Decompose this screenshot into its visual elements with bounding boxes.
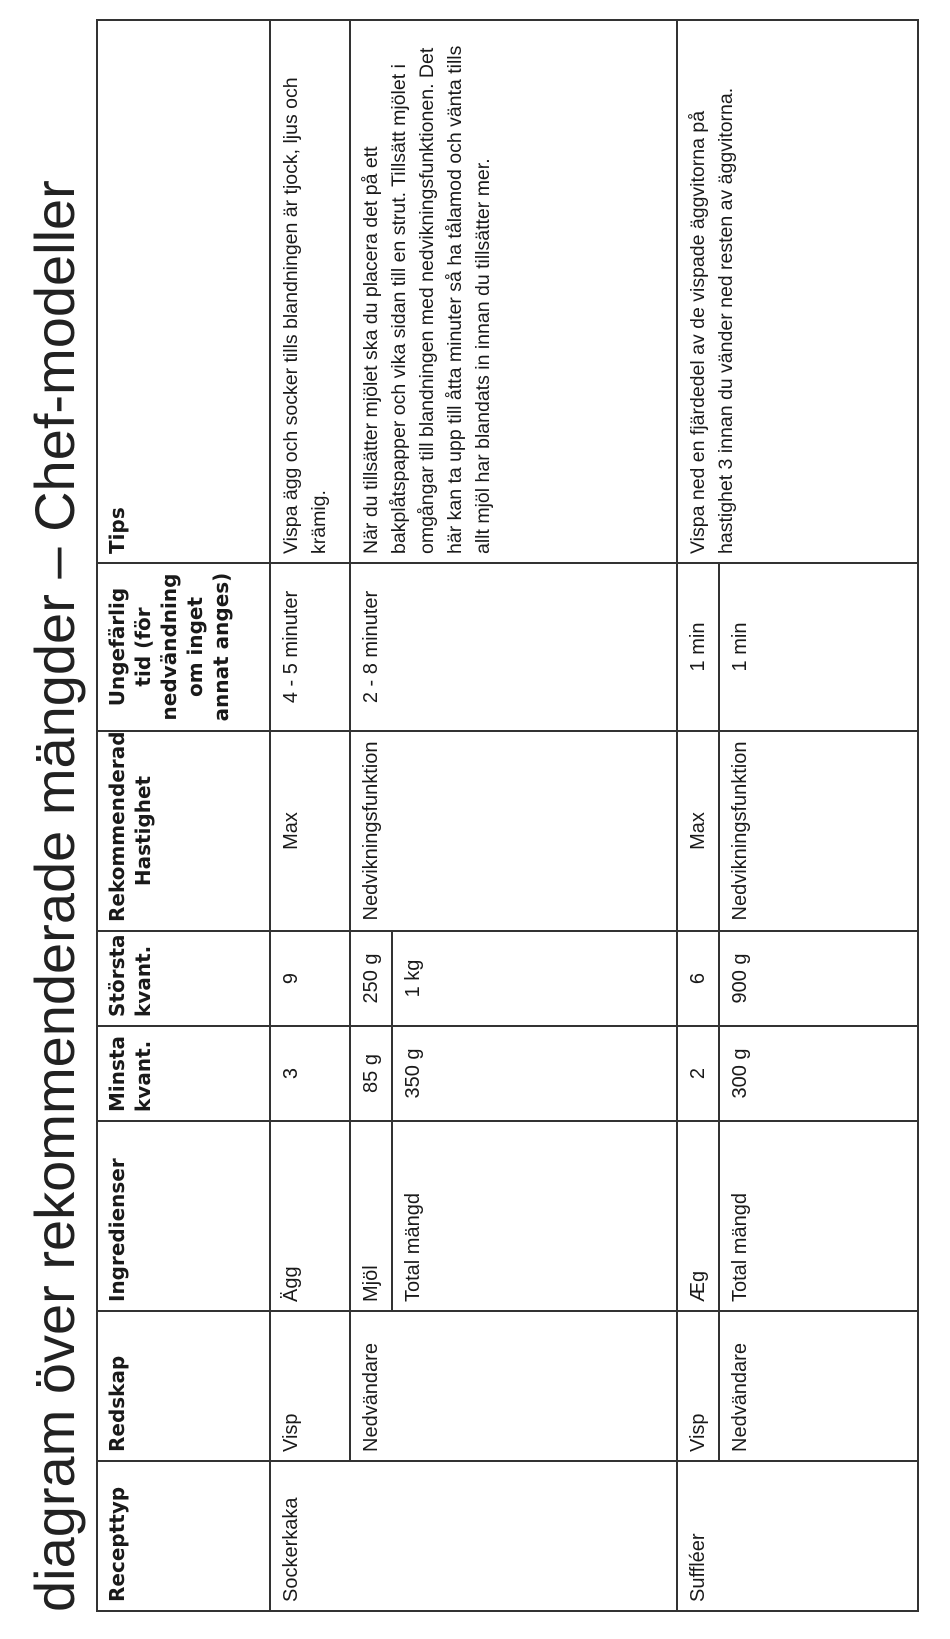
ingrediens-cell: Total mängd bbox=[719, 1121, 918, 1311]
ingrediens-cell: Total mängd bbox=[392, 1121, 677, 1311]
hastighet-cell: Nedvikningsfunktion bbox=[350, 731, 677, 931]
recommended-quantities-table bbox=[96, 19, 919, 1612]
tips-cell: Vispa ägg och socker tills blandningen är tjock, ljus och krämig. bbox=[270, 20, 350, 563]
redskap-cell: Nedvändare bbox=[350, 1311, 677, 1461]
header-ingredienser: Ingredienser bbox=[97, 1121, 270, 1311]
ingrediens-cell: Æg bbox=[677, 1121, 719, 1311]
header-storsta: Största kvant. bbox=[97, 931, 270, 1026]
storsta-cell: 1 kg bbox=[392, 931, 677, 1026]
storsta-cell: 250 g bbox=[350, 931, 392, 1026]
storsta-cell: 9 bbox=[270, 931, 350, 1026]
header-minsta: Minsta kvant. bbox=[97, 1026, 270, 1121]
receptyp-cell: Suffléer bbox=[677, 1461, 918, 1611]
storsta-cell: 6 bbox=[677, 931, 719, 1026]
tid-cell: 1 min bbox=[677, 563, 719, 731]
table-row bbox=[270, 20, 350, 1611]
minsta-cell: 300 g bbox=[719, 1026, 918, 1121]
storsta-cell: 900 g bbox=[719, 931, 918, 1026]
redskap-cell: Visp bbox=[677, 1311, 719, 1461]
header-tid: Ungefärlig tid (för nedvändning om inget annat anges) bbox=[97, 563, 270, 731]
minsta-cell: 2 bbox=[677, 1026, 719, 1121]
hastighet-cell: Max bbox=[270, 731, 350, 931]
ingrediens-cell: Mjöl bbox=[350, 1121, 392, 1311]
tid-cell: 1 min bbox=[719, 563, 918, 731]
hastighet-cell: Max bbox=[677, 731, 719, 931]
redskap-cell: Nedvändare bbox=[719, 1311, 918, 1461]
header-tips: Tips bbox=[97, 20, 270, 563]
header-hastighet: Rekommenderad Hastighet bbox=[97, 731, 270, 931]
hastighet-cell: Nedvikningsfunktion bbox=[719, 731, 918, 931]
tips-cell: När du tillsätter mjölet ska du placera det på ett bakplåtspapper och vika sidan till en strut. Tillsätt mjölet i omgångar till blandningen med nedvikningsfunktionen. Det här kan ta upp till åtta minuter så ha tålamod och vänta tills allt mjöl har blandats in innan du tillsätter mer. bbox=[350, 20, 677, 563]
header-receptyp: Recepttyp bbox=[97, 1461, 270, 1611]
header-row bbox=[97, 20, 270, 1611]
header-redskap: Redskap bbox=[97, 1311, 270, 1461]
table-row bbox=[677, 20, 719, 1611]
minsta-cell: 350 g bbox=[392, 1026, 677, 1121]
minsta-cell: 3 bbox=[270, 1026, 350, 1121]
redskap-cell: Visp bbox=[270, 1311, 350, 1461]
minsta-cell: 85 g bbox=[350, 1026, 392, 1121]
page-title: diagram över rekommenderade mängder – Chef-modeller bbox=[23, 180, 86, 1612]
ingrediens-cell: Ägg bbox=[270, 1121, 350, 1311]
tid-cell: 2 - 8 minuter bbox=[350, 563, 677, 731]
tid-cell: 4 - 5 minuter bbox=[270, 563, 350, 731]
receptyp-cell: Sockerkaka bbox=[270, 1461, 677, 1611]
tips-cell: Vispa ned en fjärdedel av de vispade äggvitorna på hastighet 3 innan du vänder ned resten av äggvitorna. bbox=[677, 20, 918, 563]
table-row bbox=[350, 20, 392, 1611]
